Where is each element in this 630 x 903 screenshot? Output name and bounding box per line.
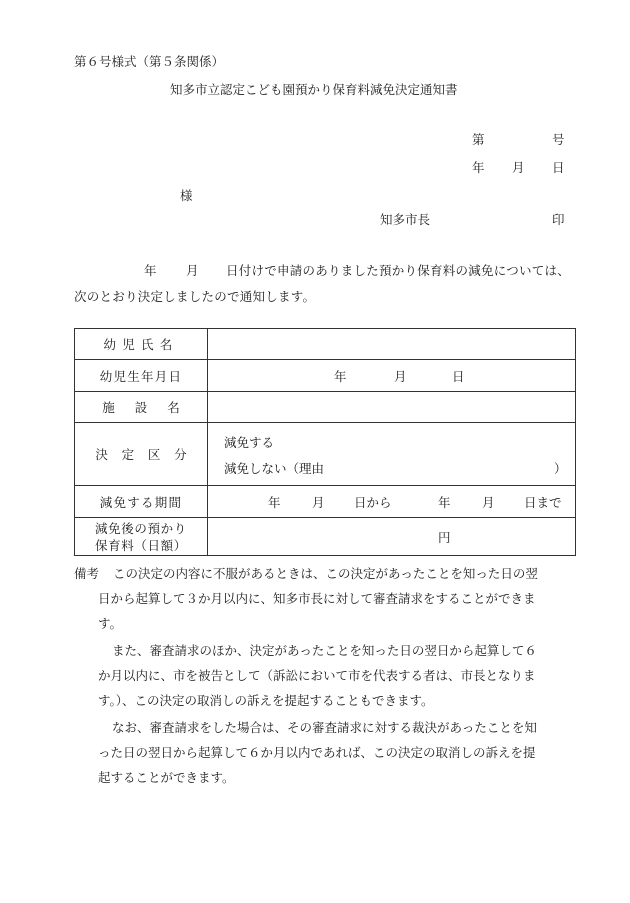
doc-date-year: 年 (472, 160, 485, 175)
decision-option-approve: 減免する (224, 435, 275, 450)
row-period (75, 486, 576, 518)
decision-reason-close: ） (554, 461, 567, 476)
issuer-name: 知多市長 (380, 212, 431, 227)
period-month-to: 月 (482, 494, 495, 510)
remarks-p3-l2: った日の翌日から起算して６か月以内であれば、この決定の取消しの訴えを提 (98, 745, 536, 760)
form-number: 第６号様式（第５条関係） (74, 54, 225, 69)
doc-date-day: 日 (552, 160, 565, 175)
intro-line2: 次のとおり決定しましたので通知します。 (74, 289, 316, 304)
row-facility (75, 392, 576, 423)
remarks-p2-l2: か月以内に、市を被告として（訴訟において市を代表する者は、市長となりま (98, 668, 536, 683)
doc-number-dai: 第 (472, 132, 485, 147)
remarks-p2-l1: また、審査請求のほか、決定があったことを知った日の翌日から起算して６ (112, 643, 537, 658)
fee-label (75, 518, 208, 556)
remarks-p2-l3: す。）、この決定の取消しの訴えを提起することもできます。 (98, 693, 434, 708)
fee-value (208, 518, 576, 556)
doc-date-month: 月 (512, 160, 525, 175)
remarks (74, 561, 576, 790)
intro-line1: 日付けで申請のありました預かり保育料の減免については、 (226, 263, 571, 278)
birthdate-label: 幼児生年月日 (75, 360, 208, 392)
remarks-p3-l3: 起することができます。 (98, 770, 235, 785)
row-birthdate (75, 360, 576, 392)
decision-value (208, 423, 576, 486)
period-month-from: 月 (312, 494, 325, 510)
remarks-p3-l1: なお、審査請求をした場合は、その審査請求に対する裁決があったことを知 (112, 720, 537, 735)
row-decision (75, 423, 576, 486)
child-name-label: 幼児氏名 (75, 329, 208, 360)
fee-label-line2: 保育料（日額） (95, 537, 187, 553)
period-label: 減免する期間 (75, 486, 208, 518)
issuer-seal: 印 (552, 212, 565, 227)
fee-label-line1: 減免後の預かり (95, 520, 187, 536)
birthdate-month: 月 (394, 368, 407, 384)
decision-option-reject: 減免しない（理由 (224, 461, 325, 476)
doc-number-go: 号 (552, 132, 565, 147)
decision-label: 決定区分 (75, 423, 208, 486)
recipient-sama: 様 (180, 188, 193, 203)
intro-year: 年 (144, 263, 157, 278)
birthdate-year: 年 (334, 368, 347, 384)
remarks-p1-l2: 日から起算して３か月以内に、知多市長に対して審査請求をすることができま (98, 591, 536, 606)
remarks-line-1 (74, 561, 576, 586)
period-year-from: 年 (268, 494, 281, 510)
period-year-to: 年 (438, 494, 451, 510)
remarks-label: 備考 (74, 566, 100, 581)
period-until: 日まで (524, 494, 562, 510)
facility-value (208, 392, 576, 423)
row-child-name (75, 329, 576, 360)
facility-label: 施設名 (75, 392, 208, 423)
remarks-p1-l1: この決定の内容に不服があるときは、この決定があったことを知った日の翌 (113, 566, 538, 581)
child-name-value (208, 329, 576, 360)
birthdate-day: 日 (452, 368, 465, 384)
period-from: 日から (354, 494, 392, 510)
row-fee (75, 518, 576, 556)
fee-unit: 円 (438, 529, 451, 545)
birthdate-value (208, 360, 576, 392)
document-title: 知多市立認定こども園預かり保育料減免決定通知書 (170, 82, 458, 97)
decision-table (74, 328, 576, 556)
period-value (208, 486, 576, 518)
intro-month: 月 (186, 263, 199, 278)
remarks-p1-l3: す。 (98, 616, 123, 631)
